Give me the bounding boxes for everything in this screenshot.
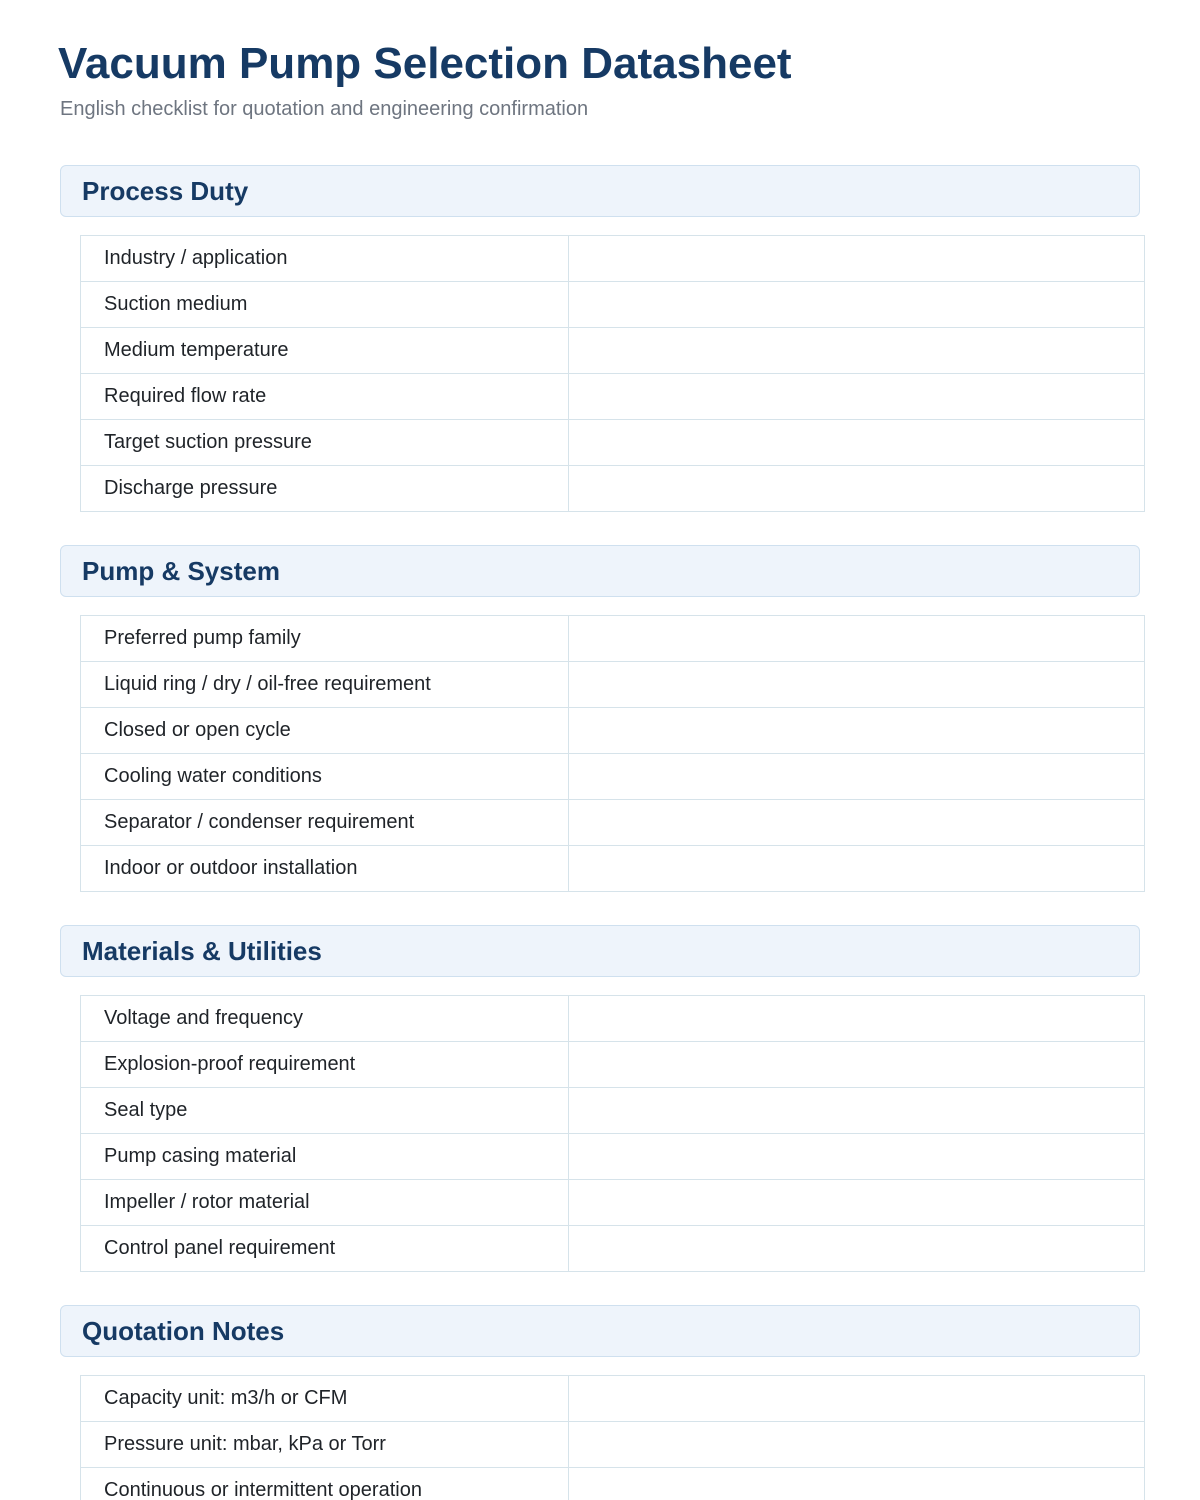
field-label: Discharge pressure xyxy=(81,466,569,512)
table-row xyxy=(81,466,1145,512)
field-value-cell[interactable] xyxy=(569,800,1145,846)
table-row xyxy=(81,616,1145,662)
field-value-cell[interactable] xyxy=(569,1180,1145,1226)
field-label: Industry / application xyxy=(81,236,569,282)
field-label: Suction medium xyxy=(81,282,569,328)
table-row xyxy=(81,1042,1145,1088)
section-materials-utilities xyxy=(60,925,1140,1272)
field-label: Continuous or intermittent operation xyxy=(81,1468,569,1500)
table-row xyxy=(81,754,1145,800)
section-title: Materials & Utilities xyxy=(82,935,322,966)
field-table xyxy=(80,615,1145,892)
field-value-cell[interactable] xyxy=(569,1134,1145,1180)
sections-container xyxy=(60,165,1140,1500)
field-value-cell[interactable] xyxy=(569,1088,1145,1134)
table-row xyxy=(81,328,1145,374)
field-value-cell[interactable] xyxy=(569,420,1145,466)
field-label: Impeller / rotor material xyxy=(81,1180,569,1226)
field-label: Medium temperature xyxy=(81,328,569,374)
field-value-cell[interactable] xyxy=(569,1422,1145,1468)
field-value-cell[interactable] xyxy=(569,662,1145,708)
table-row xyxy=(81,1468,1145,1500)
table-row xyxy=(81,1180,1145,1226)
field-label: Cooling water conditions xyxy=(81,754,569,800)
field-value-cell[interactable] xyxy=(569,754,1145,800)
page-title: Vacuum Pump Selection Datasheet xyxy=(58,39,792,88)
field-label: Pump casing material xyxy=(81,1134,569,1180)
field-value-cell[interactable] xyxy=(569,282,1145,328)
table-row xyxy=(81,420,1145,466)
section-header xyxy=(60,165,1140,217)
field-table xyxy=(80,235,1145,512)
field-label: Capacity unit: m3/h or CFM xyxy=(81,1376,569,1422)
table-row xyxy=(81,282,1145,328)
table-row xyxy=(81,1134,1145,1180)
table-row xyxy=(81,374,1145,420)
section-title: Pump & System xyxy=(82,555,280,586)
field-value-cell[interactable] xyxy=(569,1376,1145,1422)
table-row xyxy=(81,996,1145,1042)
field-label: Control panel requirement xyxy=(81,1226,569,1272)
table-row xyxy=(81,1088,1145,1134)
field-value-cell[interactable] xyxy=(569,236,1145,282)
field-table xyxy=(80,995,1145,1272)
field-value-cell[interactable] xyxy=(569,374,1145,420)
field-label: Liquid ring / dry / oil-free requirement xyxy=(81,662,569,708)
field-label: Indoor or outdoor installation xyxy=(81,846,569,892)
page-subtitle: English checklist for quotation and engineering confirmation xyxy=(60,98,589,120)
field-label: Seal type xyxy=(81,1088,569,1134)
field-value-cell[interactable] xyxy=(569,1468,1145,1500)
table-row xyxy=(81,800,1145,846)
field-label: Required flow rate xyxy=(81,374,569,420)
table-row xyxy=(81,1376,1145,1422)
field-label: Pressure unit: mbar, kPa or Torr xyxy=(81,1422,569,1468)
field-label: Voltage and frequency xyxy=(81,996,569,1042)
section-process-duty xyxy=(60,165,1140,512)
field-label: Target suction pressure xyxy=(81,420,569,466)
table-row xyxy=(81,846,1145,892)
field-label: Separator / condenser requirement xyxy=(81,800,569,846)
table-row xyxy=(81,708,1145,754)
section-header xyxy=(60,1305,1140,1357)
section-quotation-notes xyxy=(60,1305,1140,1500)
field-value-cell[interactable] xyxy=(569,996,1145,1042)
table-row xyxy=(81,1422,1145,1468)
section-title: Process Duty xyxy=(82,175,249,206)
field-label: Closed or open cycle xyxy=(81,708,569,754)
field-value-cell[interactable] xyxy=(569,616,1145,662)
table-row xyxy=(81,1226,1145,1272)
field-table xyxy=(80,1375,1145,1500)
section-title: Quotation Notes xyxy=(82,1315,285,1346)
field-label: Explosion-proof requirement xyxy=(81,1042,569,1088)
table-row xyxy=(81,662,1145,708)
table-row xyxy=(81,236,1145,282)
section-header xyxy=(60,925,1140,977)
section-pump-system xyxy=(60,545,1140,892)
field-value-cell[interactable] xyxy=(569,328,1145,374)
field-value-cell[interactable] xyxy=(569,1042,1145,1088)
field-value-cell[interactable] xyxy=(569,466,1145,512)
field-value-cell[interactable] xyxy=(569,708,1145,754)
field-value-cell[interactable] xyxy=(569,846,1145,892)
field-value-cell[interactable] xyxy=(569,1226,1145,1272)
field-label: Preferred pump family xyxy=(81,616,569,662)
section-header xyxy=(60,545,1140,597)
